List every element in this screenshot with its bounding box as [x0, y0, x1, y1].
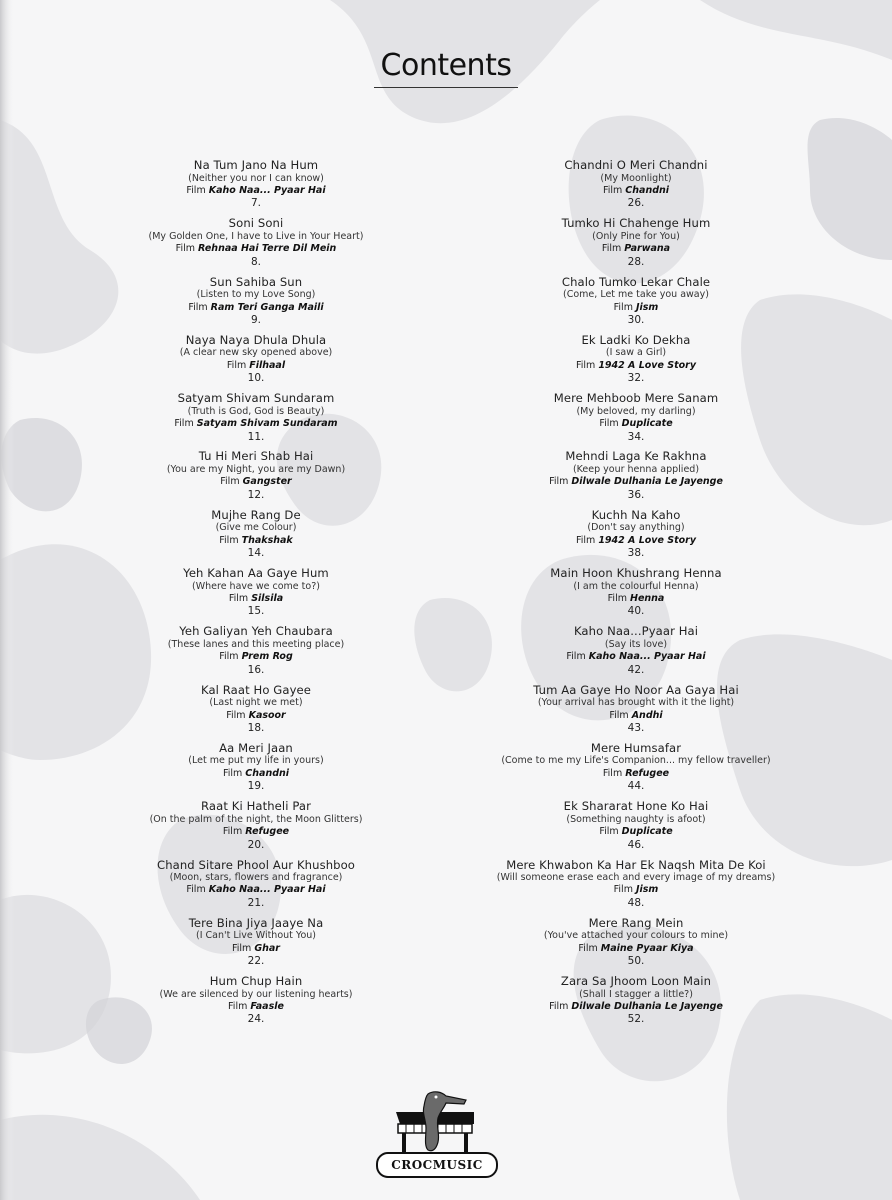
contents-entry — [96, 917, 416, 975]
film-prefix: Film — [219, 651, 239, 663]
page-number: 16. — [247, 663, 265, 676]
film-prefix: Film — [609, 709, 629, 721]
contents-entry — [456, 800, 816, 858]
film-prefix: Film — [602, 184, 623, 196]
film-line — [96, 243, 416, 255]
film-name: Dilwale Dulhania Le Jayenge — [571, 476, 723, 488]
film-line — [456, 418, 816, 430]
film-name: Gangster — [242, 476, 292, 488]
song-translation: (Come, Let me take you away) — [563, 289, 709, 301]
logo-text: CROCMUSIC — [376, 1152, 498, 1178]
song-title: Mujhe Rang De — [211, 508, 301, 522]
song-translation: (Where have we come to?) — [192, 580, 320, 592]
song-translation: (Let me put my life in yours) — [188, 755, 324, 767]
song-title: Sun Sahiba Sun — [209, 275, 303, 289]
song-title: Raat Ki Hatheli Par — [201, 800, 311, 814]
film-prefix: Film — [186, 184, 206, 196]
song-title: Na Tum Jano Na Hum — [193, 159, 319, 172]
song-translation: (My Golden One, I have to Live in Your Heart) — [148, 230, 364, 242]
contents-entry — [96, 392, 416, 450]
film-line — [96, 302, 416, 314]
film-line — [456, 1001, 816, 1013]
film-name: Duplicate — [621, 826, 673, 838]
page-number: 46. — [627, 838, 645, 851]
film-name: Kaho Naa... Pyaar Hai — [588, 651, 706, 663]
page-number: 43. — [627, 721, 645, 734]
song-translation: (A clear new sky opened above) — [179, 347, 333, 359]
film-name: Jism — [635, 301, 659, 313]
page-number: 11. — [247, 430, 265, 443]
film-name: Kasoor — [248, 709, 286, 721]
song-translation: (I am the colourful Henna) — [573, 580, 699, 592]
song-title: Chand Sitare Phool Aur Khushboo — [157, 858, 355, 872]
song-title: Mere Rang Mein — [588, 916, 684, 930]
page-number: 30. — [627, 313, 645, 326]
page-number: 7. — [250, 197, 262, 210]
film-prefix: Film — [575, 534, 596, 546]
film-prefix: Film — [613, 301, 633, 313]
song-title: Kuchh Na Kaho — [591, 508, 681, 522]
song-title: Yeh Kahan Aa Gaye Hum — [183, 567, 329, 581]
piano-crocodile-icon — [376, 1090, 498, 1156]
page-number: 44. — [627, 780, 645, 793]
song-translation: (Say its love) — [604, 638, 668, 650]
page-number: 50. — [627, 955, 645, 968]
film-name: Ghar — [254, 942, 280, 954]
film-prefix: Film — [228, 1001, 248, 1013]
song-title: Tere Bina Jiya Jaaye Na — [188, 916, 324, 930]
film-name: Satyam Shivam Sundaram — [196, 418, 338, 430]
film-prefix: Film — [188, 301, 208, 313]
film-name: Refugee — [245, 826, 290, 838]
film-line — [96, 943, 416, 955]
contents-entry — [96, 276, 416, 334]
page-number: 21. — [247, 896, 265, 909]
film-prefix: Film — [222, 767, 243, 779]
song-translation: (Only Pine for You) — [592, 230, 680, 242]
song-translation: (Come to me my Life's Companion... my fellow traveller) — [501, 755, 771, 767]
song-translation: (You've attached your colours to mine) — [543, 930, 729, 942]
film-name: Ram Teri Ganga Maili — [210, 301, 324, 313]
film-prefix: Film — [186, 884, 206, 896]
page-number: 24. — [247, 1013, 265, 1026]
page-number: 40. — [627, 605, 645, 618]
film-line — [456, 185, 816, 197]
page-number: 9. — [250, 313, 262, 326]
song-title: Chandni O Meri Chandni — [564, 159, 708, 172]
film-line — [456, 360, 816, 372]
song-title: Mehndi Laga Ke Rakhna — [565, 450, 707, 464]
film-line — [96, 593, 416, 605]
film-line — [456, 943, 816, 955]
film-line — [456, 535, 816, 547]
contents-entry — [96, 334, 416, 392]
page-title: Contents — [380, 48, 512, 83]
film-prefix: Film — [599, 418, 619, 430]
song-translation: (Neither you nor I can know) — [188, 172, 324, 184]
film-line — [96, 768, 416, 780]
song-title: Hum Chup Hain — [209, 975, 303, 989]
film-line — [456, 651, 816, 663]
title-block — [0, 48, 892, 88]
film-name: Silsila — [251, 592, 284, 604]
song-title: Tu Hi Meri Shab Hai — [198, 450, 314, 464]
film-prefix: Film — [226, 709, 246, 721]
film-line — [96, 185, 416, 197]
film-prefix: Film — [174, 418, 194, 430]
film-prefix: Film — [601, 243, 622, 255]
contents-entry — [456, 975, 816, 1033]
film-prefix: Film — [613, 884, 633, 896]
song-translation: (On the palm of the night, the Moon Glitters) — [149, 813, 363, 825]
song-translation: (Your arrival has brought with it the light) — [537, 697, 735, 709]
film-prefix: Film — [219, 534, 239, 546]
contents-entry — [456, 859, 816, 917]
page-number: 48. — [627, 896, 645, 909]
page-number: 42. — [627, 663, 645, 676]
page-number: 20. — [247, 838, 265, 851]
song-translation: (Last night we met) — [209, 697, 303, 709]
contents-entry — [456, 917, 816, 975]
film-line — [96, 476, 416, 488]
film-name: 1942 A Love Story — [598, 534, 697, 546]
contents-entry — [456, 276, 816, 334]
film-name: Kaho Naa... Pyaar Hai — [208, 184, 326, 196]
song-translation: (Moon, stars, flowers and fragrance) — [169, 872, 343, 884]
contents-entry — [456, 159, 816, 217]
song-title: Ek Ladki Ko Dekha — [581, 333, 691, 347]
film-prefix: Film — [575, 359, 596, 371]
film-line — [456, 476, 816, 488]
song-title: Satyam Shivam Sundaram — [177, 392, 335, 406]
film-line — [96, 535, 416, 547]
page-number: 15. — [247, 605, 265, 618]
film-line — [456, 826, 816, 838]
page-number: 10. — [247, 372, 265, 385]
song-translation: (Will someone erase each and every image of my dreams) — [496, 872, 776, 884]
song-title: Naya Naya Dhula Dhula — [185, 333, 327, 347]
film-line — [456, 884, 816, 896]
song-title: Ek Shararat Hone Ko Hai — [563, 800, 709, 814]
film-line — [96, 651, 416, 663]
contents-entry — [96, 742, 416, 800]
film-line — [456, 243, 816, 255]
song-translation: (Something naughty is afoot) — [566, 813, 706, 825]
film-prefix: Film — [231, 942, 252, 954]
song-title: Main Hoon Khushrang Henna — [550, 567, 722, 581]
film-prefix: Film — [226, 359, 247, 371]
song-title: Soni Soni — [228, 217, 284, 231]
contents-entry — [96, 450, 416, 508]
contents-entry — [96, 159, 416, 217]
contents-entry — [96, 567, 416, 625]
page-number: 22. — [247, 955, 265, 968]
song-translation: (Give me Colour) — [215, 522, 297, 534]
contents-entry — [456, 742, 816, 800]
contents-entry — [456, 625, 816, 683]
song-translation: (My Moonlight) — [600, 172, 672, 184]
film-name: Maine Pyaar Kiya — [600, 942, 694, 954]
song-title: Kaho Naa...Pyaar Hai — [573, 625, 699, 639]
film-prefix: Film — [549, 476, 569, 488]
contents-entry — [96, 217, 416, 275]
film-name: Chandni — [245, 767, 290, 779]
contents-entry — [456, 509, 816, 567]
contents-entry — [456, 334, 816, 392]
film-name: Thakshak — [241, 534, 293, 546]
film-prefix: Film — [549, 1001, 569, 1013]
film-prefix: Film — [602, 767, 623, 779]
page-number: 36. — [627, 488, 645, 501]
contents-entry — [456, 450, 816, 508]
song-translation: (Keep your henna applied) — [572, 463, 700, 475]
film-prefix: Film — [220, 476, 240, 488]
page-number: 32. — [627, 372, 645, 385]
contents-entry — [96, 800, 416, 858]
page-number: 34. — [627, 430, 645, 443]
song-translation: (I Can't Live Without You) — [195, 930, 316, 942]
film-line — [456, 593, 816, 605]
film-line — [456, 768, 816, 780]
film-name: Refugee — [625, 767, 670, 779]
page-number: 8. — [250, 255, 262, 268]
contents-entry — [96, 509, 416, 567]
contents-entry — [456, 567, 816, 625]
page-number: 26. — [627, 197, 645, 210]
film-line — [456, 302, 816, 314]
song-translation: (You are my Night, you are my Dawn) — [166, 463, 346, 475]
song-title: Zara Sa Jhoom Loon Main — [560, 975, 712, 989]
film-line — [96, 1001, 416, 1013]
song-translation: (Truth is God, God is Beauty) — [187, 405, 325, 417]
contents-entry — [456, 392, 816, 450]
page-number: 12. — [247, 488, 265, 501]
film-prefix: Film — [228, 592, 249, 604]
song-title: Kal Raat Ho Gayee — [200, 683, 312, 697]
page-number: 28. — [627, 255, 645, 268]
song-title: Yeh Galiyan Yeh Chaubara — [179, 625, 333, 639]
film-name: Parwana — [624, 243, 671, 255]
film-line — [96, 710, 416, 722]
contents-column-left — [96, 159, 416, 1033]
song-title: Mere Khwabon Ka Har Ek Naqsh Mita De Koi — [506, 858, 766, 872]
song-translation: (Shall I stagger a little?) — [579, 988, 693, 1000]
song-translation: (These lanes and this meeting place) — [167, 638, 345, 650]
film-name: Duplicate — [621, 418, 673, 430]
song-title: Chalo Tumko Lekar Chale — [561, 275, 711, 289]
song-title: Aa Meri Jaan — [219, 741, 293, 755]
song-title: Mere Humsafar — [590, 741, 682, 755]
film-name: Andhi — [631, 709, 663, 721]
film-line — [456, 710, 816, 722]
page-number: 14. — [247, 547, 265, 560]
film-prefix: Film — [222, 826, 243, 838]
contents-entry — [96, 859, 416, 917]
film-prefix: Film — [599, 826, 619, 838]
film-prefix: Film — [607, 592, 627, 604]
contents-entry — [456, 684, 816, 742]
film-name: Prem Rog — [241, 651, 293, 663]
film-name: Filhaal — [249, 359, 286, 371]
film-line — [96, 360, 416, 372]
film-line — [96, 418, 416, 430]
film-line — [96, 884, 416, 896]
page-number: 38. — [627, 547, 645, 560]
contents-entry — [96, 975, 416, 1033]
song-title: Tum Aa Gaye Ho Noor Aa Gaya Hai — [533, 683, 739, 697]
song-translation: (Don't say anything) — [587, 522, 685, 534]
film-name: Chandni — [625, 184, 670, 196]
contents-entry — [96, 684, 416, 742]
song-translation: (Listen to my Love Song) — [196, 289, 316, 301]
page-number: 19. — [247, 780, 265, 793]
song-translation: (We are silenced by our listening hearts) — [159, 988, 353, 1000]
film-name: Jism — [635, 884, 659, 896]
title-underline — [374, 87, 518, 88]
contents-entry — [456, 217, 816, 275]
song-translation: (I saw a Girl) — [605, 347, 667, 359]
contents-entry — [96, 625, 416, 683]
page-number: 18. — [247, 721, 265, 734]
film-prefix: Film — [566, 651, 586, 663]
crocmusic-logo — [376, 1090, 498, 1178]
film-name: Rehnaa Hai Terre Dil Mein — [198, 243, 337, 255]
film-line — [96, 826, 416, 838]
film-name: Dilwale Dulhania Le Jayenge — [571, 1001, 723, 1013]
film-name: Henna — [630, 592, 665, 604]
film-prefix: Film — [578, 942, 598, 954]
film-name: Faasle — [250, 1001, 284, 1013]
contents-column-right — [456, 159, 816, 1033]
page-number: 52. — [627, 1013, 645, 1026]
song-translation: (My beloved, my darling) — [576, 405, 696, 417]
film-name: 1942 A Love Story — [598, 359, 697, 371]
film-prefix: Film — [175, 243, 195, 255]
song-title: Tumko Hi Chahenge Hum — [561, 217, 711, 231]
song-title: Mere Mehboob Mere Sanam — [553, 392, 719, 406]
film-name: Kaho Naa... Pyaar Hai — [208, 884, 326, 896]
